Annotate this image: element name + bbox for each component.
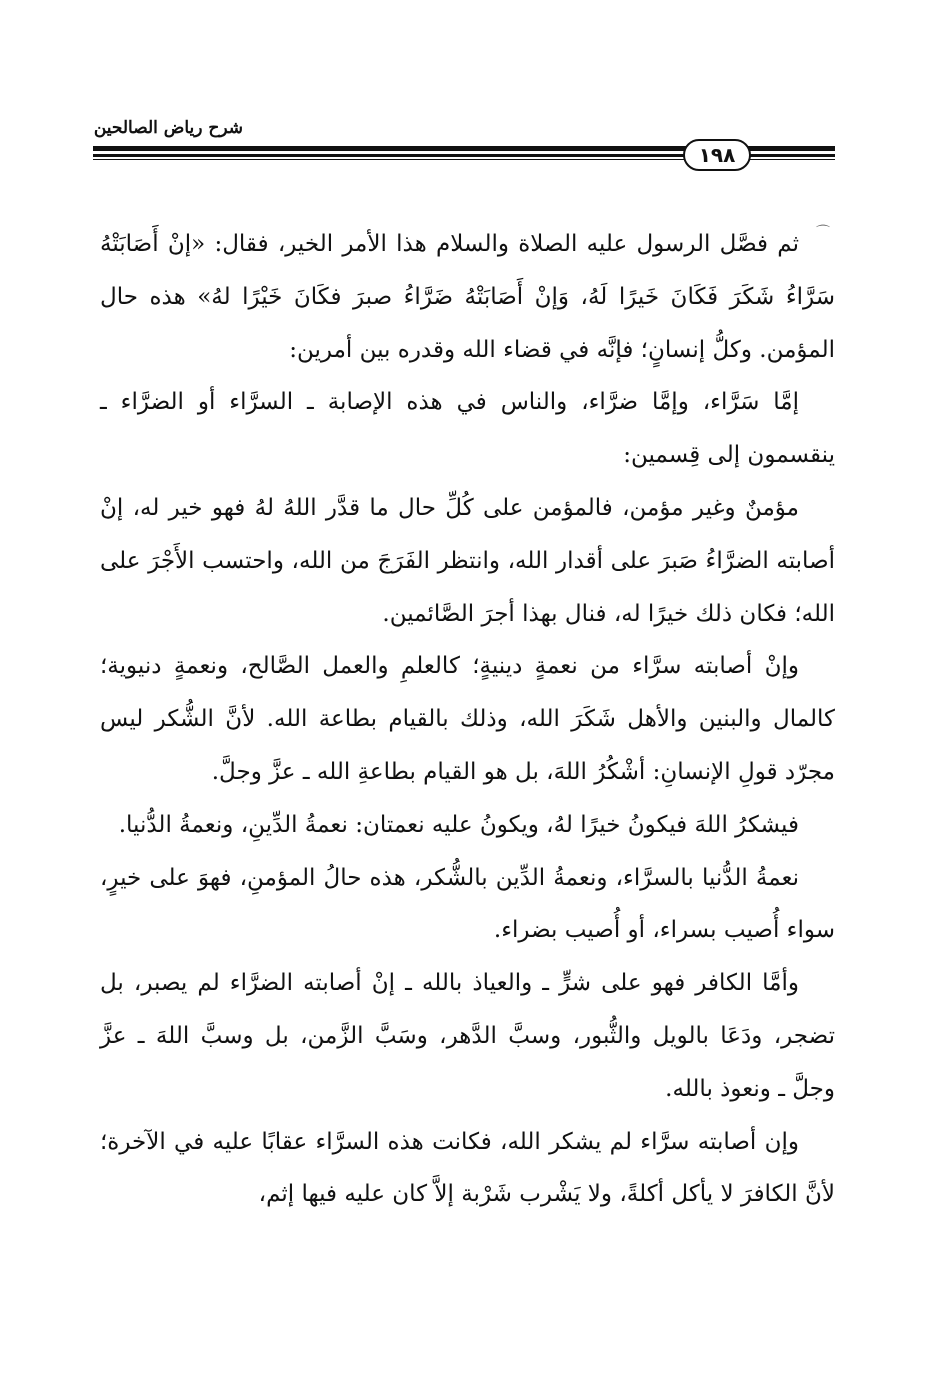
paragraph: نعمةُ الدُّنيا بالسرَّاء، ونعمةُ الدِّين بالشُّكر، هذه حالُ المؤمنِ، فهوَ على خيرٍ، سواء أُصيب بسراء، أو أُصيب بضراء.: [100, 864, 835, 944]
paragraph: وإنْ أصابته سرَّاء من نعمةٍ دينيةٍ؛ كالعلمِ والعمل الصَّالح، ونعمةٍ دنيوية؛ كالمال والبنين والأهل شَكَرَ الله، وذلك بالقيام بطاعة الله. لأنَّ الشُّكر ليس مجرّد قولِ الإنسانِ: أشْكُرُ اللهَ، بل هو القيام بطاعةِ الله ـ عزَّ وجلَّ.: [100, 653, 835, 785]
paragraph: وإن أصابته سرَّاء لم يشكر الله، فكانت هذه السرَّاء عقابًا عليه في الآخرة؛ لأنَّ الكافرَ لا يأكل أكلةً، ولا يَشْرب شَرْبة إلاَّ كان عليه فيها إثم،: [100, 1128, 835, 1208]
paragraph: ثم فصَّل الرسول عليه الصلاة والسلام هذا الأمر الخير، فقال: «إنْ أَصَابَتْهُ سَرَّاءُ شَكَرَ فَكَانَ خَيرًا لَهُ، وَإنْ أَصَابَتْهُ ضَرَّاءُ صبرَ فكَانَ خَيْرًا لهُ» هذه حال المؤمن. وكلُّ إنسانٍ؛ فإنَّه في قضاء الله وقدره بين أمرين:: [100, 231, 835, 363]
paragraph: وأمَّا الكافر فهو على شرٍّ ـ والعياذ بالله ـ إنْ أصابته الضرَّاء لم يصبر، بل تضجر، ودَعَا بالويل والثُّبور، وسبَّ الدَّهر، وسَبَّ الزَّمن، بل وسبَّ اللهَ ـ عزَّ وجلَّ ـ ونعوذ بالله.: [100, 970, 835, 1102]
book-title: شرح رياض الصالحين: [93, 118, 243, 138]
paragraph: إمَّا سَرَّاء، وإمَّا ضرَّاء، والناس في هذه الإصابة ـ السرَّاء أو الضرَّاء ـ ينقسمون إلى قِسمين:: [100, 389, 835, 469]
paragraph: فيشكرُ اللهَ فيكونُ خيرًا لهُ، ويكونُ عليه نعمتان: نعمةُ الدِّينِ، ونعمةُ الدُّنيا.: [118, 811, 799, 838]
page-number: ١٩٨: [683, 139, 751, 171]
page-body: [100, 218, 835, 1221]
paragraph-ornament-icon: ⌒: [816, 225, 830, 241]
paragraph: مؤمنٌ وغير مؤمن، فالمؤمن على كُلِّ حال ما قدَّر اللهُ لهُ فهو خير له، إنْ أصابته الضرَّاءُ صَبرَ على أقدار الله، وانتظر الفَرَجَ من الله، واحتسب الأَجْرَ على الله؛ فكان ذلك خيرًا له، فنال بهذا أجرَ الصَّائمين.: [100, 494, 835, 627]
